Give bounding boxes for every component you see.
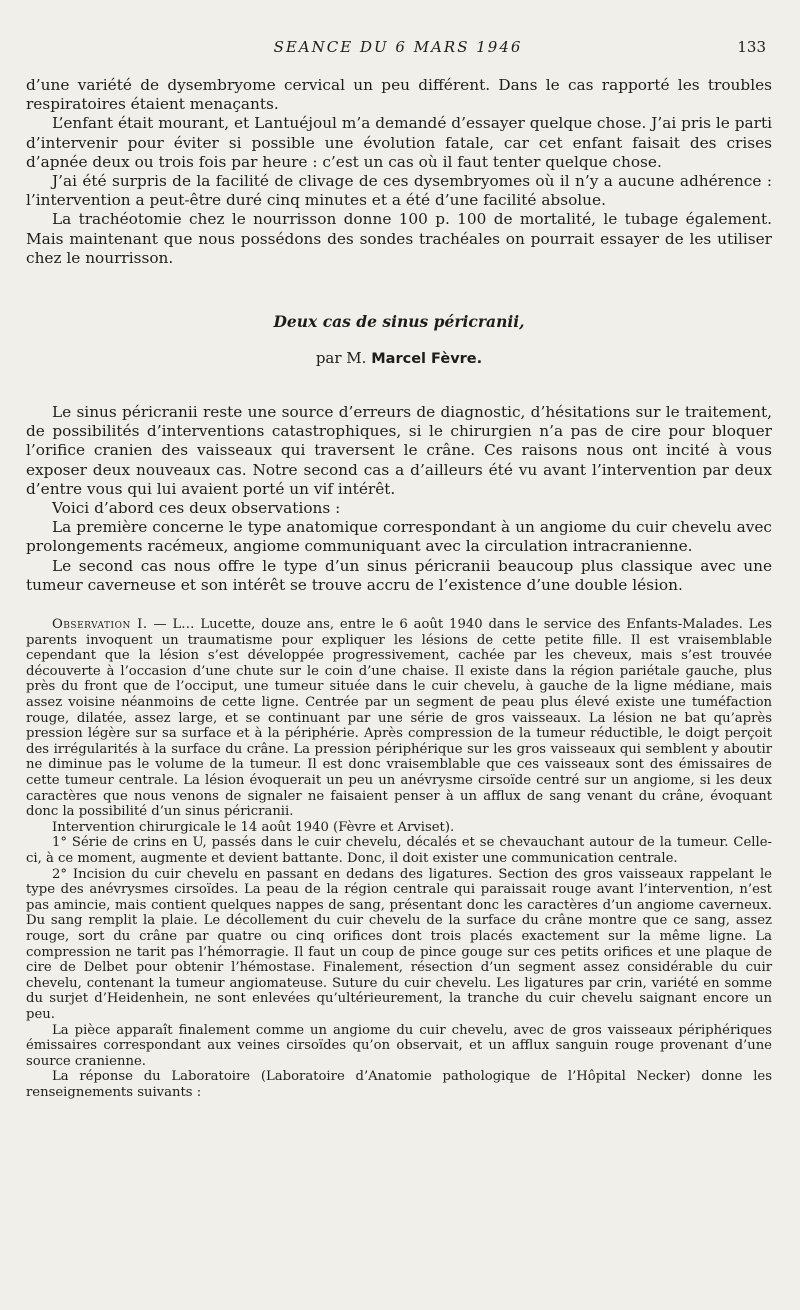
- page-number: 133: [737, 38, 766, 56]
- observation-paragraph: Intervention chirurgicale le 14 août 1940 (Fèvre et Arviset).: [52, 819, 455, 835]
- intro-paragraph: La trachéotomie chez le nourrisson donne 100 p. 100 de mortalité, le tubage également. Mais maintenant que nous possédons des sondes trachéales on pourrait essayer de les utiliser chez le nourrisson.: [26, 210, 772, 267]
- article-paragraph: Le sinus péricranii reste une source d’erreurs de diagnostic, d’hésitations sur le traitement, de possibilités d’interventions catastrophiques, si le chirurgien n’a pas de cire pour bloquer l’orifice cranien des vaisseaux qui traversent le crâne. Ces raisons nous ont incité à vous exposer deux nouveaux cas. Notre second cas a d’ailleurs été vu avant l’intervention par deux d’entre vous qui lui avaient porté un vif intérêt.: [26, 403, 772, 498]
- intro-paragraph: d’une variété de dysembryome cervical un peu différent. Dans le cas rapporté les troubles respiratoires étaient menaçants.: [26, 76, 772, 114]
- article-title: Deux cas de sinus péricranii,: [273, 312, 525, 332]
- observation-paragraph: La réponse du Laboratoire (Laboratoire d’Anatomie pathologique de l’Hôpital Necker) donne les renseignements suivants :: [26, 1069, 772, 1100]
- article-paragraph: La première concerne le type anatomique correspondant à un angiome du cuir chevelu avec prolongements racémeux, angiome communiquant avec la circulation intracranienne.: [26, 518, 772, 556]
- observation-label: Observation I.: [52, 617, 148, 633]
- observation-paragraph: [26, 617, 772, 820]
- observation-text: — L… Lucette, douze ans, entre le 6 août 1940 dans le service des Enfants-Malades. Les parents invoquent un traumatisme pour expliquer les lésions de cette petite fille. Il est vraisemblable cependant que la lésion s’est développée progressivement, cachée par les cheveux, mais s’est trouvée découverte à l’occasion d’une chute sur le coin d’une chaise. Il existe dans la région pariétale gauche, plus près du front que de l’occiput, une tumeur située dans le cuir chevelu, à gauche de la ligne médiane, mais assez voisine néanmoins de cette ligne. Centrée par un segment de peau plus élevé existe une tuméfaction rouge, dilatée, assez large, et se continuant par une série de gros vaisseaux. La lésion ne bat qu’après pression légère sur sa surface et à la périphérie. Après compression de la tumeur réductible, le doigt perçoit des irrégularités à la surface du crâne. La pression périphérique sur les gros vaisseaux qui semblent y aboutir ne diminue pas le volume de la tumeur. Il est donc vraisemblable que ces vaisseaux sont des émissaires de cette tumeur centrale. La lésion évoquerait un peu un anévrysme cirsoïde centré sur un angiome, si les deux caractères que nous venons de signaler ne faisaient penser à un afflux de sang venant du crâne, évoquant donc la possibilité d’un sinus péricranii.: [26, 617, 772, 820]
- page-body: [26, 76, 772, 1100]
- byline-prefix: par M.: [315, 349, 367, 368]
- running-head: SEANCE DU 6 MARS 1946: [273, 38, 523, 56]
- article-paragraph: Le second cas nous offre le type d’un sinus péricranii beaucoup plus classique avec une tumeur caverneuse et son intérêt se trouve accru de l’existence d’une double lésion.: [26, 556, 772, 594]
- observation-paragraph: 1° Série de crins en U, passés dans le cuir chevelu, décalés et se chevauchant autour de la tumeur. Celle-ci, à ce moment, augmente et devient battante. Donc, il doit exister une communication centrale.: [26, 835, 772, 866]
- page-header: [30, 38, 766, 62]
- intro-paragraph: J’ai été surpris de la facilité de clivage de ces dysembryomes où il n’y a aucune adhérence : l’intervention a peut-être duré cinq minutes et a été d’une facilité absolue.: [26, 172, 772, 210]
- observation-paragraph: 2° Incision du cuir chevelu en passant en dedans des ligatures. Section des gros vaisseaux rappelant le type des anévrysmes cirsoïdes. La peau de la région centrale qui paraissait rouge avant l’intervention, n’est pas amincie, mais contient quelques nappes de sang, présentant donc les caractères d’un angiome caverneux. Du sang remplit la plaie. Le décollement du cuir chevelu de la surface du crâne montre que ce sang, assez rouge, sort du crâne par quatre ou cinq orifices dont trois placés exactement sur la même ligne. La compression ne tarit pas l’hémorragie. Il faut un coup de pince gouge sur ces petits orifices et une plaque de cire de Delbet pour obtenir l’hémostase. Finalement, résection d’un segment assez considérable du cuir chevelu, contenant la tumeur angiomateuse. Suture du cuir chevelu. Les ligatures par crin, variété en somme du surjet d’Heidenhein, ne sont enlevées qu’ultérieurement, la tranche du cuir chevelu saignant encore un peu.: [26, 866, 772, 1022]
- author-name: Marcel Fèvre.: [371, 351, 483, 368]
- observation-paragraph: La pièce apparaît finalement comme un angiome du cuir chevelu, avec de gros vaisseaux périphériques émissaires correspondant aux veines cirsoïdes qu’on observait, et un afflux sanguin rouge provenant d’une source cranienne.: [26, 1022, 772, 1069]
- intro-paragraph: L’enfant était mourant, et Lantuéjoul m’a demandé d’essayer quelque chose. J’ai pris le parti d’intervenir pour éviter si possible une évolution fatale, car cet enfant faisait des crises d’apnée deux ou trois fois par heure : c’est un cas où il faut tenter quelque chose.: [26, 114, 772, 171]
- article-byline: [26, 349, 772, 367]
- article-paragraph: Voici d’abord ces deux observations :: [52, 499, 341, 518]
